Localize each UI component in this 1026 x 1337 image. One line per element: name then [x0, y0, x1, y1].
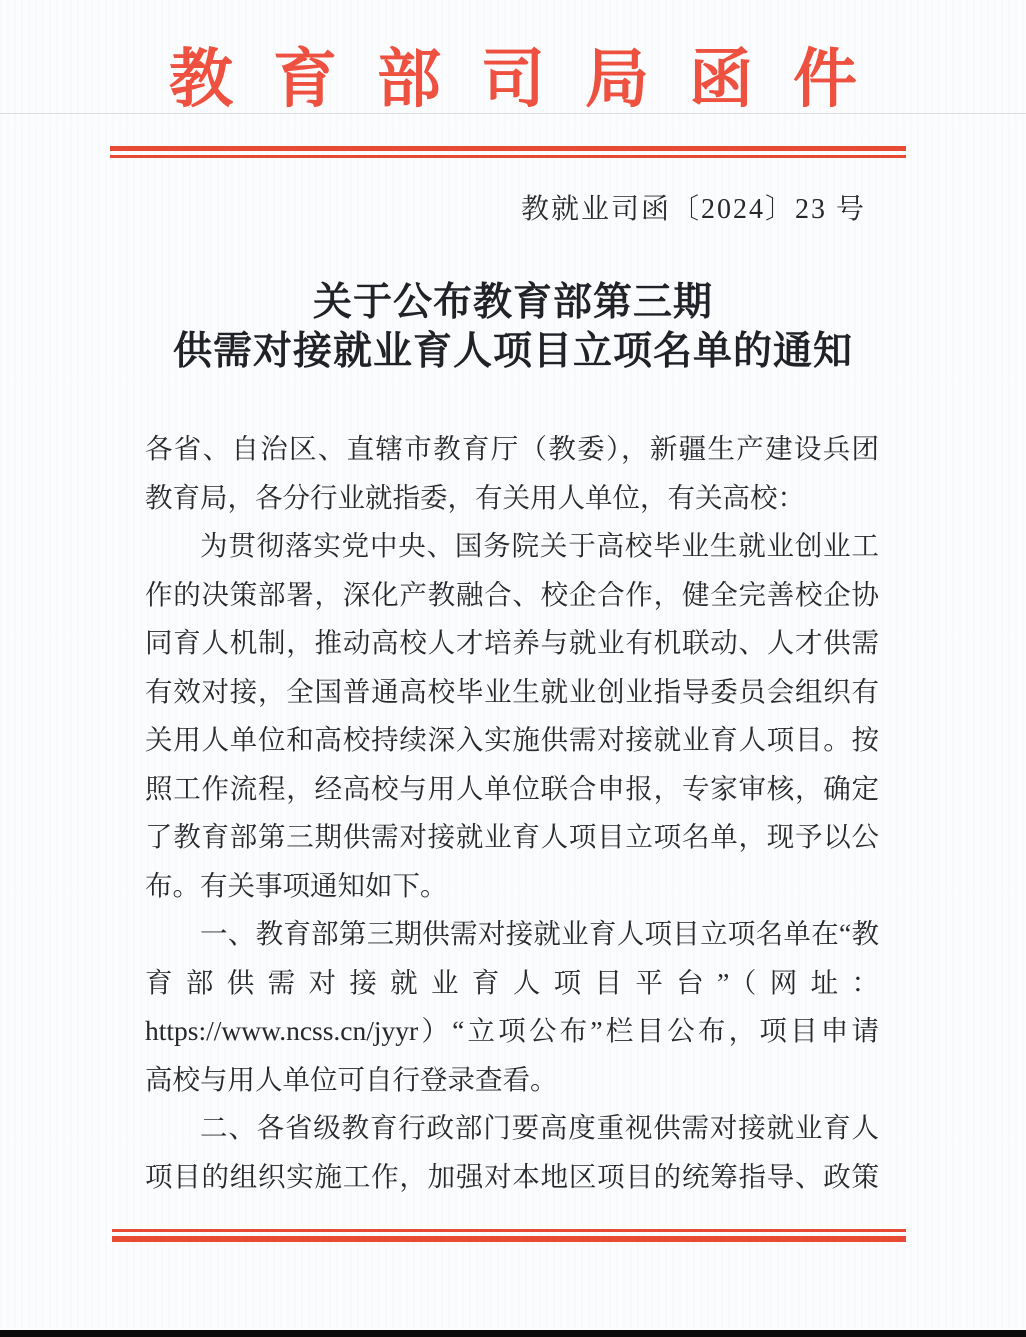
- body-line: 二、各省级教育行政部门要高度重视供需对接就业育人: [200, 1112, 879, 1143]
- body-line: 有效对接，全国普通高校毕业生就业创业指导委员会组织有: [145, 675, 879, 707]
- masthead-title: 教育部司局函件: [169, 44, 897, 115]
- body-line: 照工作流程，经高校与用人单位联合申报，专家审核，确定: [145, 772, 879, 804]
- document-body: [145, 425, 879, 1201]
- masthead-double-rule: [110, 146, 906, 159]
- document-number: 教就业司函〔2024〕23 号: [520, 194, 866, 225]
- page-title-line-1: 关于公布教育部第三期: [312, 281, 713, 324]
- body-line: 育部供需对接就业育人项目平台”（网址：: [145, 966, 879, 998]
- body-line: 一、教育部第三期供需对接就业育人项目立项名单在“教: [200, 918, 879, 949]
- body-line-url: https://www.ncss.cn/jyyr）“立项公布”栏目公布，项目申请: [145, 1015, 879, 1046]
- body-line: 各省、自治区、直辖市教育厅（教委），新疆生产建设兵团: [145, 433, 879, 464]
- masthead-rule-thin: [110, 155, 906, 158]
- pen-mark: [845, 128, 878, 140]
- page-title-line-2: 供需对接就业育人项目立项名单的通知: [172, 330, 853, 373]
- body-line: 布。有关事项通知如下。: [145, 869, 448, 901]
- body-line: 高校与用人单位可自行登录查看。: [145, 1063, 558, 1095]
- body-line: 了教育部第三期供需对接就业育人项目立项名单，现予以公: [145, 821, 879, 852]
- body-line: 作的决策部署，深化产教融合、校企合作，健全完善校企协: [145, 578, 879, 610]
- body-line: 教育局，各分行业就指委，有关用人单位，有关高校：: [145, 481, 805, 513]
- footer-double-rule: [112, 1229, 906, 1243]
- footer-rule-thin: [112, 1229, 906, 1232]
- body-line: 项目的组织实施工作，加强对本地区项目的统筹指导、政策: [145, 1160, 879, 1192]
- body-line: 同育人机制，推动高校人才培养与就业有机联动、人才供需: [145, 627, 879, 658]
- scan-edge-bar: [0, 1330, 1026, 1337]
- body-line: 为贯彻落实党中央、国务院关于高校毕业生就业创业工: [200, 530, 879, 561]
- masthead-rule-thick: [110, 146, 906, 151]
- body-line: 关用人单位和高校持续深入实施供需对接就业育人项目。按: [145, 724, 879, 755]
- footer-rule-thick: [112, 1236, 906, 1242]
- page-title: [0, 278, 1026, 376]
